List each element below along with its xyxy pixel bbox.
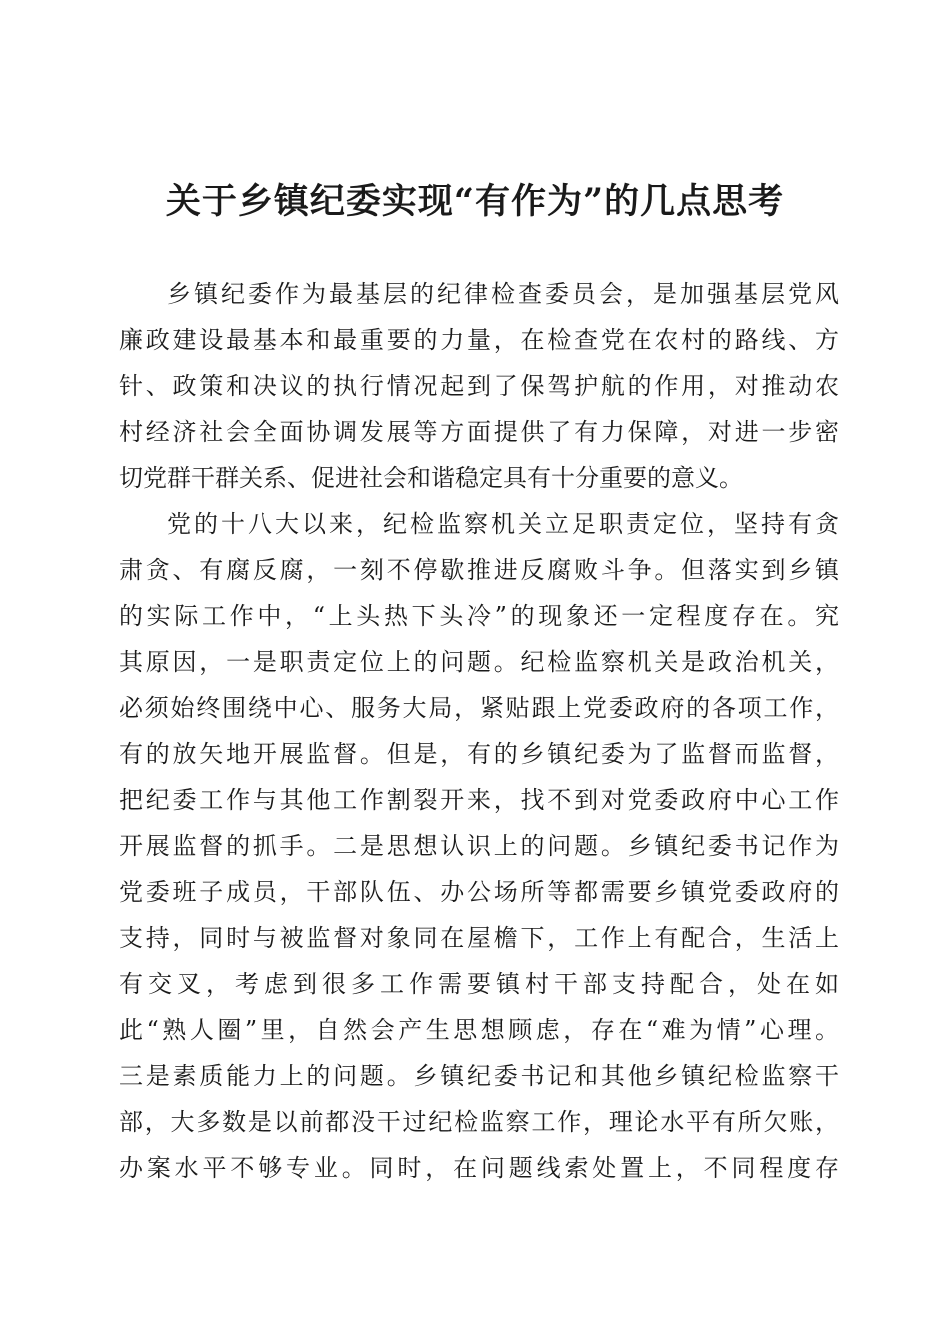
paragraph-line: 此“熟人圈”里，自然会产生思想顾虑，存在“难为情”心理。 <box>119 1016 839 1044</box>
paragraph-line: 办案水平不够专业。同时，在问题线索处置上，不同程度存 <box>119 1154 839 1182</box>
document-title: 关于乡镇纪委实现“有作为”的几点思考 <box>165 181 785 222</box>
paragraph-line: 党的十八大以来，纪检监察机关立足职责定位，坚持有贪 <box>167 510 839 538</box>
paragraph-line: 其原因，一是职责定位上的问题。纪检监察机关是政治机关， <box>119 648 839 676</box>
paragraph-line: 必须始终围绕中心、服务大局，紧贴跟上党委政府的各项工作， <box>119 694 839 722</box>
paragraph-line: 切党群干群关系、促进社会和谐稳定具有十分重要的意义。 <box>119 464 743 492</box>
paragraph-line: 开展监督的抓手。二是思想认识上的问题。乡镇纪委书记作为 <box>119 832 839 860</box>
document-body <box>119 271 839 1191</box>
paragraph-line: 部，大多数是以前都没干过纪检监察工作，理论水平有所欠账， <box>119 1108 839 1136</box>
paragraph-line: 把纪委工作与其他工作割裂开来，找不到对党委政府中心工作 <box>119 786 839 814</box>
paragraph-line: 肃贪、有腐反腐，一刻不停歇推进反腐败斗争。但落实到乡镇 <box>119 556 839 584</box>
paragraph-line: 村经济社会全面协调发展等方面提供了有力保障，对进一步密 <box>119 418 839 446</box>
paragraph-line: 支持，同时与被监督对象同在屋檐下，工作上有配合，生活上 <box>119 924 839 952</box>
paragraph-line: 廉政建设最基本和最重要的力量，在检查党在农村的路线、方 <box>119 326 839 354</box>
paragraph-line: 乡镇纪委作为最基层的纪律检查委员会，是加强基层党风 <box>167 280 839 308</box>
paragraph-line: 有交叉，考虑到很多工作需要镇村干部支持配合，处在如 <box>119 970 839 998</box>
paragraph-line: 三是素质能力上的问题。乡镇纪委书记和其他乡镇纪检监察干 <box>119 1062 839 1090</box>
paragraph-line: 有的放矢地开展监督。但是，有的乡镇纪委为了监督而监督， <box>119 740 839 768</box>
paragraph-line: 针、政策和决议的执行情况起到了保驾护航的作用，对推动农 <box>119 372 839 400</box>
paragraph-line: 党委班子成员，干部队伍、办公场所等都需要乡镇党委政府的 <box>119 878 839 906</box>
paragraph-line: 的实际工作中，“上头热下头冷”的现象还一定程度存在。究 <box>119 602 839 630</box>
